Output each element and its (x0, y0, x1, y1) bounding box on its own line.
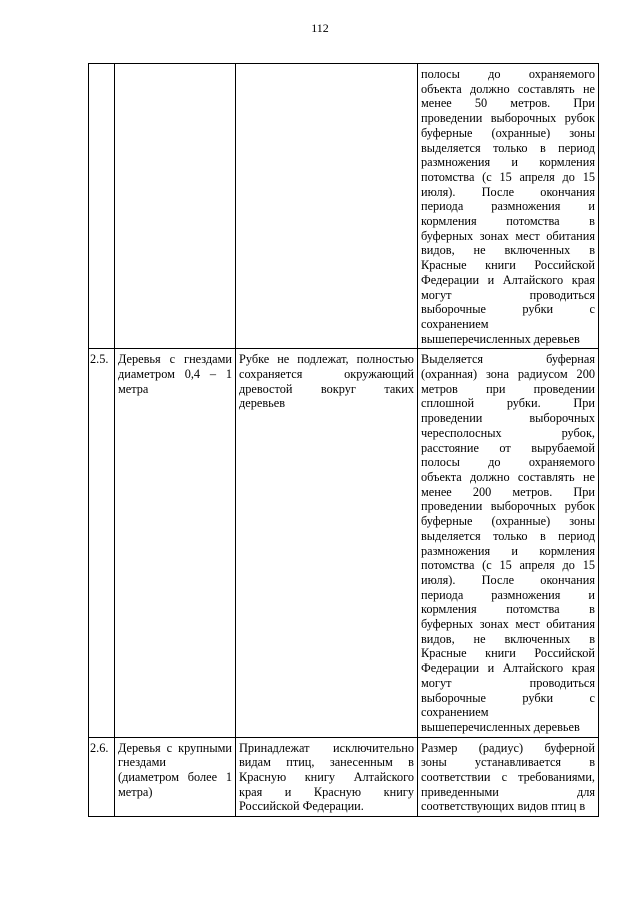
buffer-cell (418, 349, 599, 737)
measure-text-line: края и Красную книгу (239, 784, 414, 799)
object-text-line: (диаметром более 1 (118, 770, 232, 785)
buffer-text-line: сохранением (421, 316, 489, 331)
buffer-text-line: размножения и кормления (421, 543, 595, 558)
buffer-text-line: менее 200 метров. При (421, 484, 595, 499)
row-number-cell (89, 64, 115, 349)
object-text-line: гнездами (118, 755, 166, 770)
protection-measures-table (88, 63, 599, 817)
measure-text-line: деревьев (239, 396, 285, 411)
object-cell (115, 737, 236, 817)
table-row (89, 349, 599, 737)
object-cell (115, 64, 236, 349)
buffer-text-line: Красные книги Российской (421, 258, 595, 273)
buffer-text-line: Размер (радиус) буферной (421, 740, 595, 755)
buffer-text-line: сохранением (421, 705, 489, 720)
buffer-text-line: (охранная) зона радиусом 200 (421, 367, 595, 382)
object-text-line: диаметром 0,4 – 1 (118, 367, 232, 382)
buffer-text-line: периода размножения и (421, 199, 595, 214)
buffer-cell (418, 737, 599, 817)
buffer-text-line: Выделяется буферная (421, 352, 595, 367)
buffer-text-line: буферных зонах мест обитания (421, 617, 595, 632)
buffer-text-line: приведенными для (421, 784, 595, 799)
object-text-line: Деревья с гнездами (118, 352, 232, 367)
table-row (89, 64, 599, 349)
object-cell (115, 349, 236, 737)
buffer-text-line: полосы до охраняемого (421, 455, 595, 470)
buffer-text-line: выборочные рубки с (421, 302, 595, 317)
buffer-text-line: Красные книги Российской (421, 646, 595, 661)
buffer-text-line: видов, не включенных в (421, 631, 595, 646)
buffer-text-line: Федерации и Алтайского края (421, 661, 595, 676)
buffer-text-line: сплошной рубки. При (421, 396, 595, 411)
buffer-text-line: буферных зонах мест обитания (421, 228, 595, 243)
object-text-line: метра) (118, 784, 153, 799)
row-number-cell: 2.5. (89, 349, 115, 737)
buffer-text-line: соответствии с требованиями, (421, 770, 595, 785)
buffer-text-line: объекта должно составлять не (421, 469, 595, 484)
buffer-text-line: проведении выборочных рубок (421, 111, 595, 126)
buffer-text-line: кормления потомства в (421, 602, 595, 617)
buffer-text-line: вышеперечисленных деревьев (421, 331, 580, 346)
buffer-text-line: метров при проведении (421, 381, 595, 396)
measure-text-line: Российской Федерации. (239, 799, 364, 814)
buffer-text-line: вышеперечисленных деревьев (421, 719, 580, 734)
buffer-text-line: могут проводиться (421, 287, 595, 302)
buffer-text-line: чересполосных рубок, (421, 425, 595, 440)
buffer-text-line: Федерации и Алтайского края (421, 272, 595, 287)
buffer-text-line: менее 50 метров. При (421, 96, 595, 111)
buffer-text-line: объекта должно составлять не (421, 81, 595, 96)
buffer-text-line: расстояние от вырубаемой (421, 440, 595, 455)
measure-cell (236, 349, 418, 737)
buffer-text-line: июля). После окончания (421, 572, 595, 587)
table-row (89, 737, 599, 817)
buffer-text-line: проведении выборочных рубок (421, 499, 595, 514)
measure-text-line: сохраняется окружающий (239, 367, 414, 382)
buffer-text-line: потомства (с 15 апреля до 15 (421, 169, 595, 184)
buffer-text-line: кормления потомства в (421, 214, 595, 229)
measure-text-line: Принадлежат исключительно (239, 740, 414, 755)
measure-text-line: Красную книгу Алтайского (239, 770, 414, 785)
measure-text-line: древостой вокруг таких (239, 381, 414, 396)
buffer-text-line: видов, не включенных в (421, 243, 595, 258)
measure-cell (236, 64, 418, 349)
measure-text-line: видам птиц, занесенным в (239, 755, 414, 770)
measure-text-line: Рубке не подлежат, полностью (239, 352, 414, 367)
buffer-text-line: зоны устанавливается в (421, 755, 595, 770)
buffer-text-line: размножения и кормления (421, 155, 595, 170)
object-text-line: Деревья с крупными (118, 740, 232, 755)
measure-cell (236, 737, 418, 817)
buffer-text-line: буферные (охранные) зоны (421, 514, 595, 529)
buffer-text-line: потомства (с 15 апреля до 15 (421, 558, 595, 573)
buffer-text-line: выделяется только в период (421, 528, 595, 543)
row-number-cell: 2.6. (89, 737, 115, 817)
object-text-line: метра (118, 381, 149, 396)
buffer-text-line: периода размножения и (421, 587, 595, 602)
buffer-text-line: июля). После окончания (421, 184, 595, 199)
buffer-text-line: выборочные рубки с (421, 690, 595, 705)
buffer-text-line: проведении выборочных (421, 411, 595, 426)
buffer-text-line: полосы до охраняемого (421, 67, 595, 81)
buffer-text-line: выделяется только в период (421, 140, 595, 155)
buffer-text-line: соответствующих видов птиц в (421, 799, 586, 814)
buffer-cell (418, 64, 599, 349)
buffer-text-line: могут проводиться (421, 675, 595, 690)
buffer-text-line: буферные (охранные) зоны (421, 125, 595, 140)
page-number: 112 (311, 21, 329, 35)
